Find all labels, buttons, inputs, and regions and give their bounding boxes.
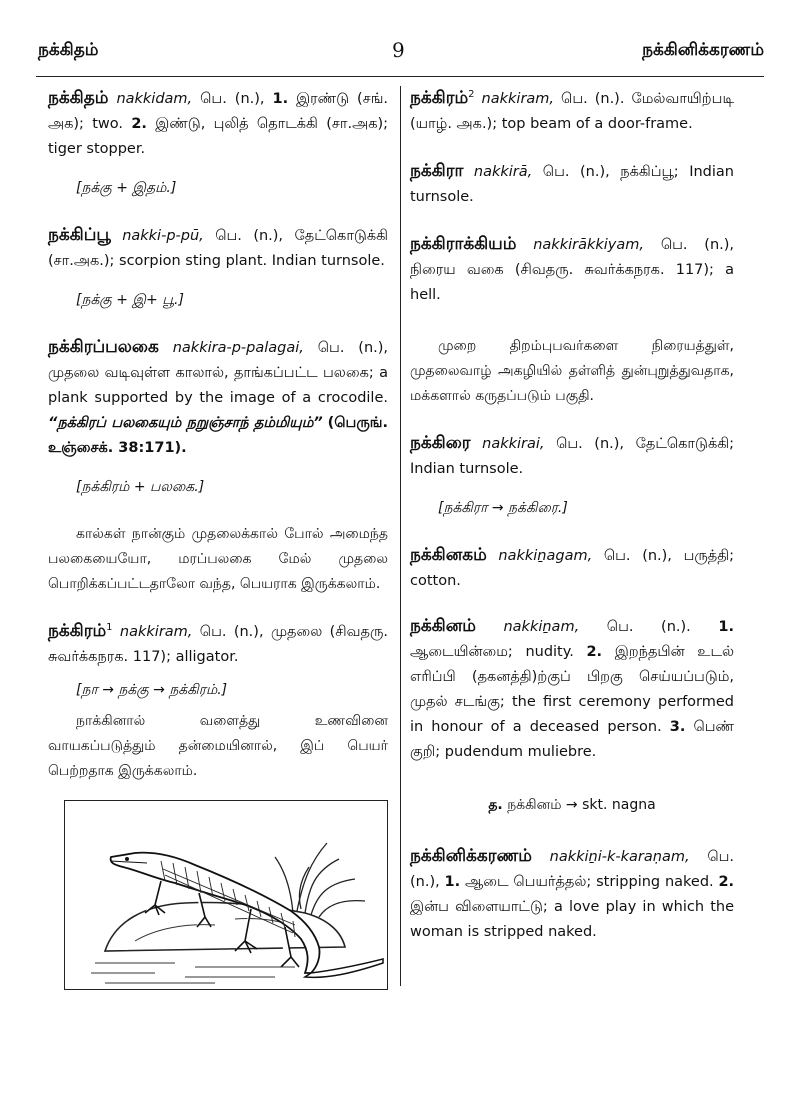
entry-nakkirai: [410, 431, 734, 482]
column-divider: [400, 86, 401, 986]
explanatory-note: நாக்கினால் வளைத்து உணவினை வாயகப்படுத்தும் தன்மையினால், இப் பெயர் பெற்றதாக இருக்கலாம்.: [48, 713, 388, 779]
source-citation: (சா.அக);: [326, 116, 389, 132]
transliteration: nakkiṉagam,: [498, 548, 593, 564]
sense-number: 1.: [272, 91, 289, 107]
running-head-right: நக்கினிக்கரணம்: [642, 40, 764, 60]
source-citation: (பெருங். உஞ்சைக். 38:171).: [48, 415, 388, 456]
transliteration: nakkirā,: [473, 164, 533, 180]
explanatory-note: முறை திறம்புபவர்களை நிரையத்துள், முதலைவாழ் அகழியில் தள்ளித் துன்புறுத்துவதாக, மக்களால் கருதப்படும் பகுதி.: [410, 338, 734, 404]
crocodile-drawing: [65, 801, 387, 989]
entry-nakkidam: [48, 86, 388, 162]
english-gloss: cotton.: [410, 573, 461, 589]
tamil-definition: இன்ப விளையாட்டு;: [410, 899, 548, 915]
tamil-definition: மேல்வாயிற்படி: [631, 91, 734, 107]
english-gloss: tiger stopper.: [48, 141, 146, 157]
homograph-number: 1: [106, 622, 113, 634]
language-marker: த.: [488, 797, 503, 813]
headword: நக்கிரா: [410, 161, 464, 181]
sense-number: 2.: [718, 874, 735, 890]
english-gloss: stripping naked.: [596, 874, 714, 890]
tamil-definition: முதலை வடிவுள்ள காலால், தாங்கப்பட்ட பலகை;: [48, 365, 374, 381]
literary-quote: “நக்கிரப் பலகையும் நறுஞ்சாந் தம்மியும்”: [48, 415, 323, 431]
tamil-definition: பருத்தி;: [683, 548, 735, 564]
source-citation: (யாழ். அக.);: [410, 116, 498, 132]
cognate-form: நக்கினம் → skt. nagna: [507, 797, 656, 813]
sense-number: 1.: [444, 874, 461, 890]
entry-nakkippu: [48, 223, 388, 274]
part-of-speech: பெ. (n.),: [200, 91, 265, 107]
english-gloss: a plank supported by the image of a crocodile.: [48, 365, 388, 406]
headword: நக்கினிக்கரணம்: [410, 846, 532, 866]
headword: நக்கிரம்: [48, 621, 107, 641]
headword: நக்கிப்பூ: [48, 225, 111, 245]
tamil-definition: ஆடை பெயர்த்தல்;: [464, 874, 592, 890]
english-gloss: top beam of a door-frame.: [501, 116, 693, 132]
header-rule: [36, 76, 764, 77]
entry-nakkirappalagai: [48, 335, 388, 461]
transliteration: nakkirai,: [482, 436, 545, 452]
left-column: [48, 86, 388, 806]
transliteration: nakkiram,: [481, 91, 555, 107]
tamil-definition: தேட்கொடுக்கி;: [635, 436, 734, 452]
homograph-number: 2: [468, 89, 475, 101]
tamil-definition: இண்டு, புலித் தொடக்கி: [155, 116, 318, 132]
part-of-speech: பெ. (n.),: [556, 436, 625, 452]
headword: நக்கிரம்: [410, 88, 469, 108]
running-head-left: நக்கிதம்: [38, 40, 99, 60]
tamil-definition: இரண்டு: [296, 91, 350, 107]
etymology: [நக்கு + இதம்.]: [76, 180, 177, 196]
part-of-speech: பெ. (n.),: [199, 624, 264, 640]
transliteration: nakkiṉi-k-karaṇam,: [549, 849, 690, 865]
transliteration: nakkiram,: [119, 624, 193, 640]
right-column: [410, 86, 734, 953]
sense-number: 3.: [669, 719, 686, 735]
part-of-speech: பெ. (n.).: [606, 619, 691, 635]
english-gloss: the first ceremony performed in honour of a deceased person.: [410, 694, 735, 735]
entry-nakkiram-2: [410, 86, 734, 137]
headword: நக்கினகம்: [410, 545, 487, 565]
explanatory-note: கால்கள் நான்கும் முதலைக்கால் போல் அமைந்த பலகையையோ, மரப்பலகை மேல் முதலை பொறிக்கப்பட்டதாலோ வந்த, பெயராக இருக்கலாம்.: [48, 526, 388, 592]
tamil-definition: நக்கிப்பூ;: [620, 164, 679, 180]
entry-nakkinikkaranam: [410, 844, 734, 945]
part-of-speech: பெ. (n.),: [603, 548, 672, 564]
entry-nakkira: [410, 159, 734, 210]
english-gloss: Indian turnsole.: [410, 461, 524, 477]
entry-nakkinagam: [410, 543, 734, 594]
sense-number: 2.: [131, 116, 147, 132]
english-gloss: nudity.: [525, 644, 574, 660]
source-citation: (சிவதரு. சுவர்க்கநரக. 117);: [48, 624, 389, 665]
entry-nakkirakkiyam: [410, 232, 734, 308]
english-gloss: a hell.: [410, 262, 735, 303]
transliteration: nakkirākkiyam,: [533, 237, 645, 253]
headword: நக்கிரை: [410, 433, 471, 453]
part-of-speech: பெ. (n.),: [542, 164, 610, 180]
etymology: [நக்கிரம் + பலகை.]: [76, 479, 205, 495]
etymology: [நக்கிரா → நக்கிரை.]: [438, 500, 568, 516]
sense-number: 1.: [718, 619, 734, 635]
source-citation: (சிவதரு. சுவர்க்கநரக. 117);: [514, 262, 714, 278]
source-citation: (சங். அக);: [48, 91, 389, 132]
headword: நக்கிராக்கியம்: [410, 234, 517, 254]
transliteration: nakkidam,: [116, 91, 193, 107]
tamil-definition: நிரைய வகை: [410, 262, 504, 278]
etymology: [நா → நக்கு → நக்கிரம்.]: [76, 682, 228, 698]
headword: நக்கிதம்: [48, 88, 109, 108]
transliteration: nakki-p-pū,: [122, 228, 204, 244]
english-gloss: a love play in which the woman is stripped naked.: [410, 899, 735, 940]
english-gloss: two.: [92, 116, 124, 132]
part-of-speech: பெ. (n.),: [317, 340, 389, 356]
tamil-definition: முதலை: [270, 624, 323, 640]
entry-nakkinam: [410, 614, 734, 765]
sense-number: 2.: [586, 644, 603, 660]
part-of-speech: பெ. (n.),: [410, 849, 734, 890]
tamil-definition: பெண் குறி;: [410, 719, 735, 760]
english-gloss: alligator.: [175, 649, 239, 665]
tamil-definition: ஆடையின்மை;: [410, 644, 513, 660]
headword: நக்கிரப்பலகை: [48, 337, 159, 357]
crocodile-illustration: [64, 800, 388, 990]
transliteration: nakkira-p-palagai,: [172, 340, 304, 356]
transliteration: nakkiṉam,: [503, 619, 580, 635]
part-of-speech: பெ. (n.),: [660, 237, 735, 253]
english-gloss: Indian turnsole.: [410, 164, 734, 205]
tamil-definition: தேட்கொடுக்கி: [294, 228, 388, 244]
english-gloss: pudendum muliebre.: [444, 744, 597, 760]
part-of-speech: பெ. (n.).: [561, 91, 625, 107]
cognate-note: [410, 793, 734, 818]
english-gloss: scorpion sting plant. Indian turnsole.: [119, 253, 385, 269]
tamil-definition: இறந்தபின் உடல் எரிப்பி (தகனத்தி)ற்குப் பிறகு செய்யப்படும், முதல் சடங்கு;: [410, 644, 735, 710]
headword: நக்கினம்: [410, 616, 476, 636]
entry-nakkiram-1: [48, 619, 388, 670]
part-of-speech: பெ. (n.),: [215, 228, 284, 244]
source-citation: (சா.அக.);: [48, 253, 115, 269]
page-number: 9: [392, 38, 405, 62]
etymology: [நக்கு + இ+ பூ.]: [76, 292, 184, 308]
